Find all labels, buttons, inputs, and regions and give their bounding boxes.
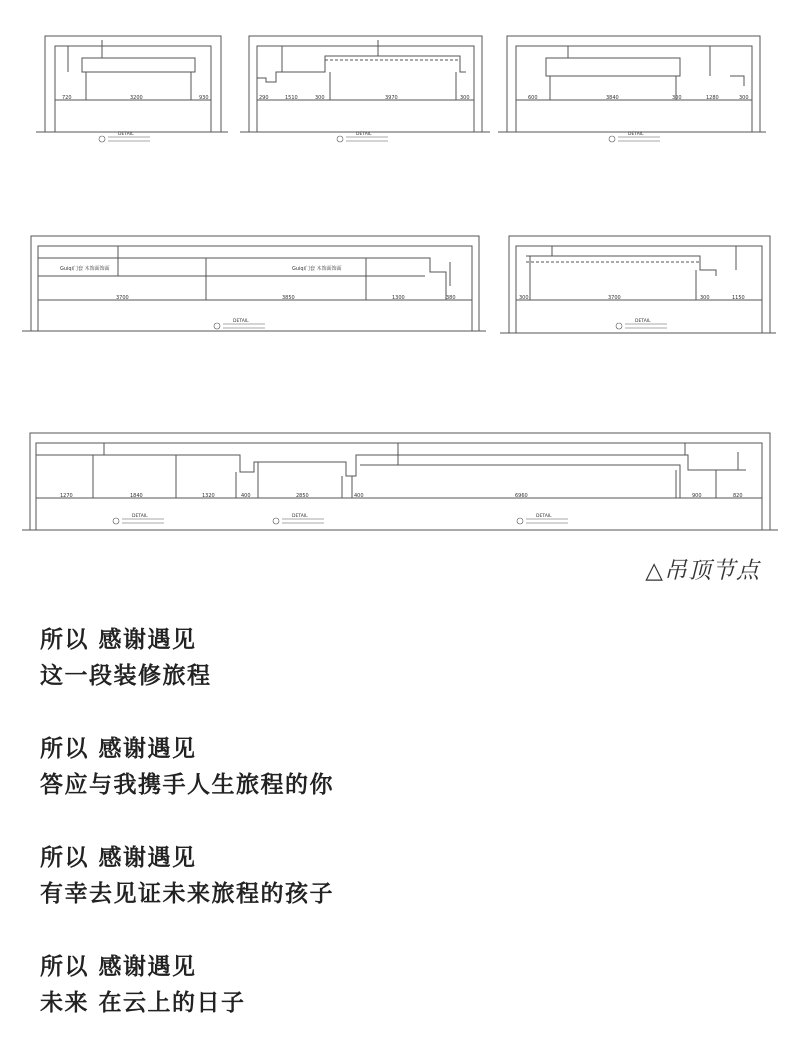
dim-text: 1150 bbox=[732, 295, 745, 301]
dim-text: 300 bbox=[672, 95, 682, 101]
dim-text: 1320 bbox=[202, 493, 215, 499]
detail-tag bbox=[214, 318, 265, 329]
dim-text: 3850 bbox=[282, 295, 295, 301]
dim-text: 1840 bbox=[130, 493, 143, 499]
svg-text:DETAIL: DETAIL bbox=[233, 319, 249, 324]
dim-text: 820 bbox=[733, 493, 743, 499]
poem-line: 答应与我携手人生旅程的你 bbox=[40, 772, 334, 798]
detail-tag bbox=[609, 131, 660, 142]
poem-line: 所以 感谢遇见 bbox=[40, 845, 197, 871]
poem-line: 所以 感谢遇见 bbox=[40, 627, 197, 653]
ceiling-detail-drawing-3 bbox=[498, 36, 766, 132]
svg-text:DETAIL: DETAIL bbox=[356, 132, 372, 137]
dim-text: 300 bbox=[460, 95, 470, 101]
dim-text: 300 bbox=[315, 95, 325, 101]
poem-line: 有幸去见证未来旅程的孩子 bbox=[40, 881, 334, 907]
svg-text:DETAIL: DETAIL bbox=[118, 132, 134, 137]
dim-text: 3840 bbox=[606, 95, 619, 101]
dim-text: 300 bbox=[519, 295, 529, 301]
dim-text: 600 bbox=[528, 95, 538, 101]
dim-text: 1280 bbox=[706, 95, 719, 101]
dim-text: 400 bbox=[354, 493, 364, 499]
dim-text: 290 bbox=[259, 95, 269, 101]
poem bbox=[40, 622, 760, 1058]
dim-text: 1510 bbox=[285, 95, 298, 101]
dim-text: 3700 bbox=[608, 295, 621, 301]
svg-text:DETAIL: DETAIL bbox=[536, 514, 552, 519]
poem-line: 所以 感谢遇见 bbox=[40, 954, 197, 980]
detail-tag bbox=[113, 513, 164, 524]
dim-text: 1270 bbox=[60, 493, 73, 499]
detail-tag bbox=[517, 513, 568, 524]
dim-text: 300 bbox=[739, 95, 749, 101]
dim-text: 3200 bbox=[130, 95, 143, 101]
dim-text: 720 bbox=[62, 95, 72, 101]
dim-text: 930 bbox=[199, 95, 209, 101]
ceiling-detail-drawing-4 bbox=[22, 236, 486, 331]
ceiling-detail-drawing-2 bbox=[240, 36, 490, 132]
ceiling-detail-drawing-1 bbox=[36, 36, 228, 132]
poem-stanza bbox=[40, 840, 760, 912]
svg-text:DETAIL: DETAIL bbox=[132, 514, 148, 519]
dim-text: 300 bbox=[700, 295, 710, 301]
dim-text: 3970 bbox=[385, 95, 398, 101]
poem-line: 这一段装修旅程 bbox=[40, 663, 212, 689]
annotation-label: Guiqi门套 木饰面饰面 bbox=[60, 266, 110, 272]
dim-text: 2850 bbox=[296, 493, 309, 499]
dim-text: 900 bbox=[692, 493, 702, 499]
detail-tag bbox=[337, 131, 388, 142]
drawing-caption: △吊顶节点 bbox=[645, 558, 760, 584]
dim-text: 1300 bbox=[392, 295, 405, 301]
poem-line: 所以 感谢遇见 bbox=[40, 736, 197, 762]
poem-stanza bbox=[40, 949, 760, 1021]
svg-text:DETAIL: DETAIL bbox=[628, 132, 644, 137]
annotation-label: Guiqi门套 木饰面饰面 bbox=[292, 266, 342, 272]
dim-text: 400 bbox=[241, 493, 251, 499]
poem-stanza bbox=[40, 622, 760, 694]
dim-text: 380 bbox=[446, 295, 456, 301]
detail-tag bbox=[99, 131, 150, 142]
detail-tag bbox=[616, 318, 667, 329]
svg-text:DETAIL: DETAIL bbox=[635, 319, 651, 324]
poem-stanza bbox=[40, 731, 760, 803]
poem-line: 未来 在云上的日子 bbox=[40, 990, 246, 1016]
dim-text: 3700 bbox=[116, 295, 129, 301]
svg-text:DETAIL: DETAIL bbox=[292, 514, 308, 519]
detail-tag bbox=[273, 513, 324, 524]
dim-text: 6960 bbox=[515, 493, 528, 499]
